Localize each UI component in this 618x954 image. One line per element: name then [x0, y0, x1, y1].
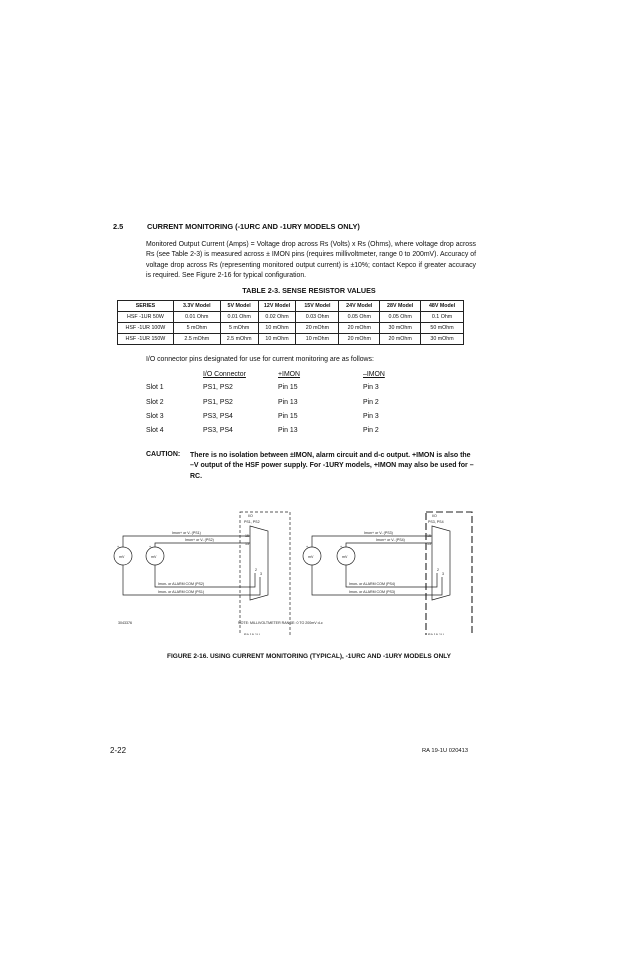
left-connector-body [250, 526, 268, 600]
io-slot-label: Slot 2 [146, 399, 164, 406]
right-wire-top-2 [346, 543, 432, 547]
table-cell: 5 mOhm [220, 323, 258, 334]
io-slot-label: Slot 3 [146, 413, 164, 420]
caution-text: There is no isolation between ±IMON, alarm circuit and d-c output. +IMON is also the –V output of the HSF power supply. For -1URY models, +IMON may also be used for –RC. [190, 452, 474, 480]
table-cell: 0.02 Ohm [258, 312, 296, 323]
table-header-cell: 24V Model [339, 301, 380, 312]
left-meter-2-plus: + [149, 545, 152, 549]
table-row [118, 312, 464, 323]
table-cell: 0.05 Ohm [339, 312, 380, 323]
table-cell: 0.1 Ohm [421, 312, 464, 323]
left-wire-top-2 [155, 543, 250, 547]
left-wire-label-top2: Imon+ or V- (PS2) [185, 538, 214, 542]
table-header-cell: 3.3V Model [173, 301, 220, 312]
left-meter-1-label: mV [119, 555, 125, 559]
table-body [118, 312, 464, 345]
table-cell: 0.05 Ohm [380, 312, 421, 323]
left-wire-label-bot1: Imon- or ALARM COM (PS2) [158, 582, 205, 586]
io-slot-label: Slot 4 [146, 427, 164, 434]
right-meter-1-plus: + [306, 545, 309, 549]
table-cell: 0.01 Ohm [173, 312, 220, 323]
io-connector: PS1, PS2 [203, 384, 233, 391]
io-connector: PS3, PS4 [203, 427, 233, 434]
current-monitoring-figure [110, 495, 490, 635]
left-pin-d: 2 [255, 568, 257, 572]
table-cell: 30 mOhm [380, 323, 421, 334]
io-minus-pin: Pin 3 [363, 384, 379, 391]
sense-resistor-table [117, 300, 464, 345]
table-cell: 20 mOhm [339, 323, 380, 334]
drawing-id: 3043376 [118, 621, 132, 625]
right-ra-label: RA 19-1U [428, 633, 444, 635]
right-wire-label-top1: Imon+ or V- (PS3) [364, 531, 393, 535]
section-title: CURRENT MONITORING (-1URC AND -1URY MODELS ONLY) [147, 222, 360, 231]
document-id: RA 19-1U 020413 [422, 748, 469, 754]
table-cell: 30 mOhm [421, 334, 464, 345]
right-pin-d: 2 [437, 568, 439, 572]
io-header-connector: I/O Connector [203, 371, 246, 378]
caution-label: CAUTION: [146, 451, 181, 458]
table-cell: 10 mOhm [258, 334, 296, 345]
table-title: TABLE 2-3. SENSE RESISTOR VALUES [242, 286, 376, 295]
right-wire-label-bot2: Imon- or ALARM COM (PS3) [349, 590, 396, 594]
table-header-cell: 28V Model [380, 301, 421, 312]
table-header-cell: SERIES [118, 301, 174, 312]
left-io-label: I/O [248, 514, 253, 518]
right-ps-label: PS3, PS4 [428, 520, 444, 524]
left-wire-label-bot2: Imon- or ALARM COM (PS1) [158, 590, 205, 594]
figure-caption: FIGURE 2-16. USING CURRENT MONITORING (TYPICAL), -1URC AND -1URY MODELS ONLY [167, 653, 451, 660]
table-header-cell: 48V Model [421, 301, 464, 312]
table-cell: HSF -1UR 150W [118, 334, 174, 345]
table-row [118, 334, 464, 345]
figure-note: NOTE: MILLIVOLTMETER RANGE: 0 TO 200mV d-c [238, 621, 323, 625]
left-meter-2-label: mV [151, 555, 157, 559]
left-pin-c: 3 [260, 572, 262, 576]
left-meter-1-plus: + [117, 545, 120, 549]
left-ra-label: RA 19-1U [244, 633, 260, 635]
left-pin-b: 13 [245, 542, 249, 546]
table-cell: 2.5 mOhm [173, 334, 220, 345]
table-cell: HSF -1UR 50W [118, 312, 174, 323]
right-meter-2-label: mV [342, 555, 348, 559]
left-ps-label: PS1, PS2 [244, 520, 260, 524]
table-cell: HSF -1UR 100W [118, 323, 174, 334]
right-pin-c: 3 [442, 572, 444, 576]
table-header [118, 301, 464, 312]
left-wire-label-top1: Imon+ or V- (PS1) [172, 531, 201, 535]
right-connector-body [432, 526, 450, 600]
io-plus-pin: Pin 13 [278, 399, 298, 406]
table-header-cell: 12V Model [258, 301, 296, 312]
io-minus-pin: Pin 2 [363, 427, 379, 434]
right-pin-a: 15 [427, 534, 431, 538]
io-header-plus-imon: +IMON [278, 371, 301, 378]
table-header-cell: 5V Model [220, 301, 258, 312]
table-cell: 2.5 mOhm [220, 334, 258, 345]
io-minus-pin: Pin 3 [363, 413, 379, 420]
io-minus-pin: Pin 2 [363, 399, 379, 406]
table-cell: 0.01 Ohm [220, 312, 258, 323]
table-row [118, 323, 464, 334]
table-header-cell: 15V Model [296, 301, 339, 312]
right-meter-1-label: mV [308, 555, 314, 559]
table-cell: 20 mOhm [380, 334, 421, 345]
table-cell: 50 mOhm [421, 323, 464, 334]
right-io-label: I/O [432, 514, 437, 518]
io-connector: PS1, PS2 [203, 399, 233, 406]
io-slot-label: Slot 1 [146, 384, 164, 391]
right-wire-top-1 [312, 536, 432, 547]
table-cell: 0.03 Ohm [296, 312, 339, 323]
io-plus-pin: Pin 15 [278, 413, 298, 420]
io-connector: PS3, PS4 [203, 413, 233, 420]
table-header-row [118, 301, 464, 312]
table-cell: 20 mOhm [296, 323, 339, 334]
section-paragraph: Monitored Output Current (Amps) = Voltage drop across Rs (Volts) x Rs (Ohms), where voltage drop across Rs (see Table 2-3) is measured across ± IMON pins (requires millivoltmeter, range 0 to 200mV). Accuracy of voltage drop across Rs (representing monitored output current) is ±10%; contact Kepco if greater accuracy is required. See Figure 2-16 for typical configuration. [146, 241, 476, 280]
left-pin-a: 15 [245, 534, 249, 538]
io-plus-pin: Pin 15 [278, 384, 298, 391]
table-cell: 5 mOhm [173, 323, 220, 334]
right-wire-label-top2: Imon+ or V- (PS4) [376, 538, 405, 542]
right-pin-b: 13 [427, 542, 431, 546]
page-number: 2-22 [110, 746, 127, 755]
table-cell: 10 mOhm [258, 323, 296, 334]
table-cell: 20 mOhm [339, 334, 380, 345]
right-wire-label-bot1: Imon- or ALARM COM (PS4) [349, 582, 396, 586]
io-header-minus-imon: –IMON [363, 371, 385, 378]
io-plus-pin: Pin 13 [278, 427, 298, 434]
table-cell: 10 mOhm [296, 334, 339, 345]
section-number: 2.5 [113, 222, 124, 231]
io-intro: I/O connector pins designated for use for current monitoring are as follows: [146, 356, 374, 363]
right-meter-2-plus: + [340, 545, 343, 549]
